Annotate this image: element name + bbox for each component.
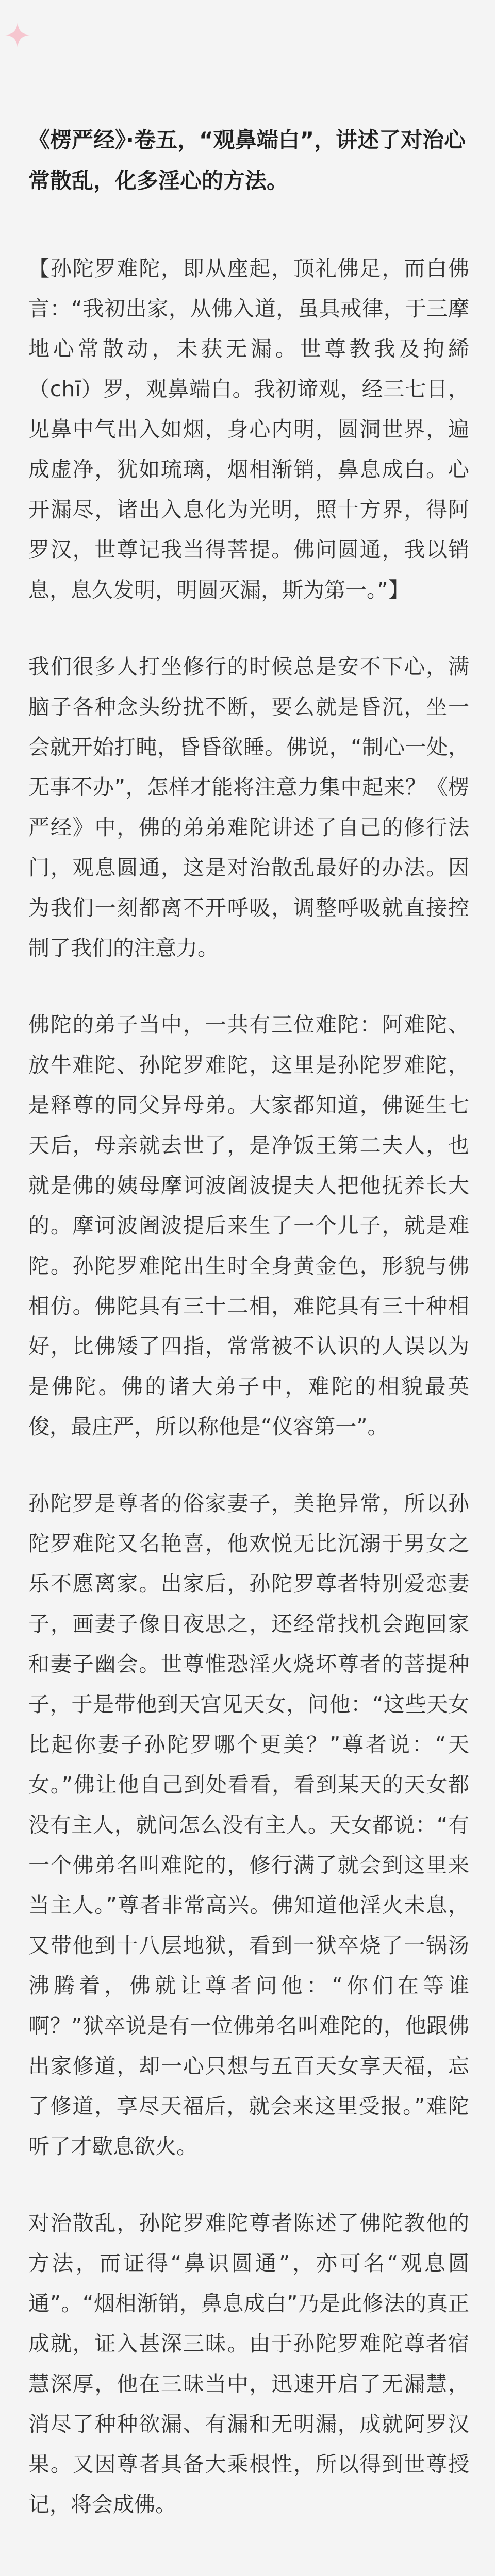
article-body <box>28 120 469 2546</box>
paragraph-4: 对治散乱，孙陀罗难陀尊者陈述了佛陀教他的方法，而证得“鼻识圆通”，亦可名“观息圆通”。“烟相渐销，鼻息成白”乃是此修法的真正成就，证入甚深三昧。由于孙陀罗难陀尊者宿慧深厚，他在三昧当中，迅速开启了无漏慧，消尽了种种欲漏、有漏和无明漏，成就阿罗汉果。又因尊者具备大乘根性，所以得到世尊授记，将会成佛。 <box>28 2211 469 2517</box>
sparkle-star-icon <box>3 21 32 49</box>
paragraph-3: 孙陀罗是尊者的俗家妻子，美艳异常，所以孙陀罗难陀又名艳喜，他欢悦无比沉溺于男女之乐不愿离家。出家后，孙陀罗尊者特别爱恋妻子，画妻子像日夜思之，还经常找机会跑回家和妻子幽会。世尊惟恐淫火烧坏尊者的菩提种子，于是带他到天宫见天女，问他：“这些天女比起你妻子孙陀罗哪个更美？”尊者说：“天女。”佛让他自己到处看看，看到某天的天女都没有主人，就问怎么没有主人。天女都说：“有一个佛弟名叫难陀的，修行满了就会到这里来当主人。”尊者非常高兴。佛知道他淫火未息，又带他到十八层地狱，看到一狱卒烧了一锅汤沸腾着，佛就让尊者问他：“你们在等谁啊？”狱卒说是有一位佛弟名叫难陀的，他跟佛出家修道，却一心只想与五百天女享天福，忘了修道，享尽天福后，就会来这里受报。”难陀听了才歇息欲火。 <box>28 1491 469 2159</box>
scripture-quote: 【孙陀罗难陀，即从座起，顶礼佛足，而白佛言：“我初出家，从佛入道，虽具戒律，于三摩地心常散动，未获无漏。世尊教我及拘絺（chī）罗，观鼻端白。我初谛观，经三七日，见鼻中气出入如烟，身心内明，圆洞世界，遍成虚净，犹如琉璃，烟相渐销，鼻息成白。心开漏尽，诸出入息化为光明，照十方界，得阿罗汉，世尊记我当得菩提。佛问圆通，我以销息，息久发明，明圆灭漏，斯为第一。”】 <box>28 256 469 602</box>
paragraph-2: 佛陀的弟子当中，一共有三位难陀：阿难陀、放牛难陀、孙陀罗难陀，这里是孙陀罗难陀，是释尊的同父异母弟。大家都知道，佛诞生七天后，母亲就去世了，是净饭王第二夫人，也就是佛的姨母摩诃波阇波提夫人把他抚养长大的。摩诃波阇波提后来生了一个儿子，就是难陀。孙陀罗难陀出生时全身黄金色，形貌与佛相仿。佛陀具有三十二相，难陀具有三十种相好，比佛矮了四指，常常被不认识的人误以为是佛陀。佛的诸大弟子中，难陀的相貌最英俊，最庄严，所以称他是“仪容第一”。 <box>28 1012 469 1439</box>
paragraph-1: 我们很多人打坐修行的时候总是安不下心，满脑子各种念头纷扰不断，要么就是昏沉，坐一会就开始打盹，昏昏欲睡。佛说，“制心一处，无事不办”，怎样才能将注意力集中起来？《楞严经》中，佛的弟弟难陀讲述了自己的修行法门，观息圆通，这是对治散乱最好的办法。因为我们一刻都离不开呼吸，调整呼吸就直接控制了我们的注意力。 <box>28 654 469 960</box>
article-heading: 《楞严经》·卷五，“观鼻端白”，讲述了对治心常散乱，化多淫心的方法。 <box>28 127 466 193</box>
